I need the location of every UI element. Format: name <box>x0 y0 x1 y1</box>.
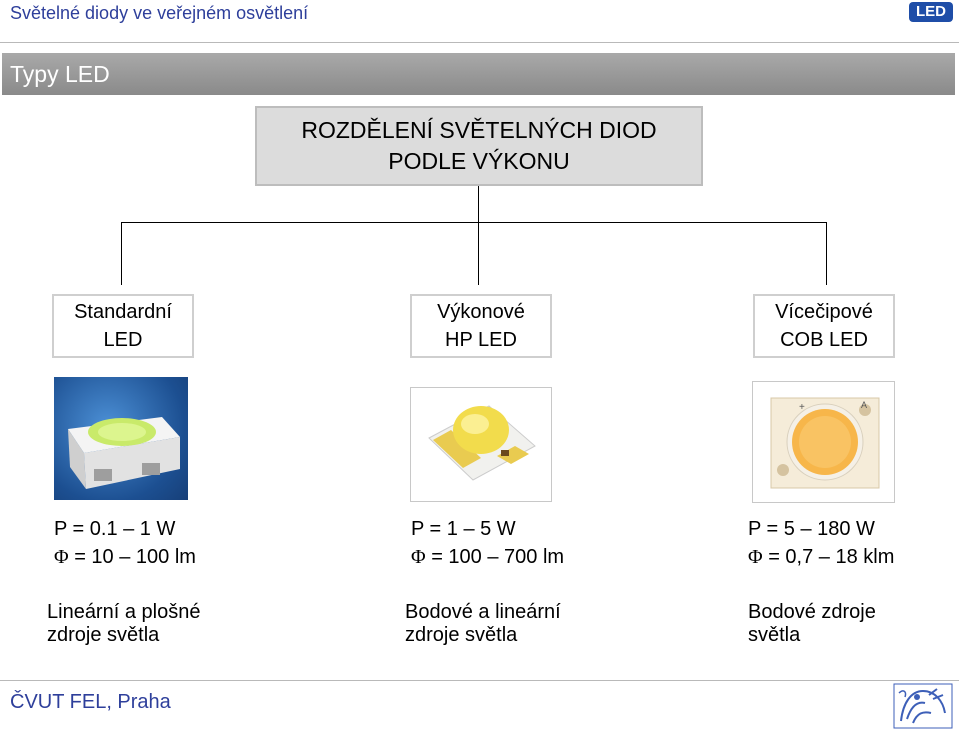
flux-spec-standard <box>54 546 196 569</box>
usage-desc-line-2: zdroje světla <box>405 624 518 646</box>
category-name-line-2: LED <box>103 329 143 351</box>
usage-desc-line-2: světla <box>748 624 801 646</box>
led-logo-badge: LED <box>909 2 953 22</box>
category-name-line-2: COB LED <box>780 329 868 351</box>
footer-divider <box>0 680 959 681</box>
high-power-led-photo <box>410 387 552 502</box>
tree-connector-horizontal <box>121 222 827 223</box>
cob-led-photo <box>752 381 895 503</box>
power-spec-standard: P = 0.1 – 1 W <box>54 518 176 540</box>
presentation-title: Světelné diody ve veřejném osvětlení <box>10 3 309 23</box>
usage-desc-hp <box>405 601 561 647</box>
category-box-hp-led <box>410 294 552 358</box>
flux-symbol: Φ <box>748 546 763 568</box>
tree-connector-middle <box>478 222 479 285</box>
usage-desc-standard <box>47 601 200 647</box>
usage-desc-line-1: Lineární a plošné <box>47 601 201 623</box>
usage-desc-line-1: Bodové zdroje <box>748 601 876 623</box>
category-name-line-1: Výkonové <box>437 301 525 323</box>
cvut-lion-logo-icon <box>893 683 953 729</box>
flux-spec-cob <box>748 546 894 569</box>
category-name-line-2: HP LED <box>445 329 517 351</box>
footer-institution: ČVUT FEL, Praha <box>10 691 171 713</box>
usage-desc-cob <box>748 601 876 647</box>
flux-value: = 100 – 700 lm <box>431 546 565 568</box>
tree-connector-trunk <box>478 186 479 222</box>
svg-text:+: + <box>799 402 805 413</box>
usage-desc-line-2: zdroje světla <box>47 624 160 646</box>
flux-symbol: Φ <box>411 546 426 568</box>
header-divider <box>0 42 959 43</box>
svg-text:A: A <box>861 400 868 410</box>
flux-symbol: Φ <box>54 546 69 568</box>
usage-desc-line-1: Bodové a lineární <box>405 601 561 623</box>
category-box-standard-led <box>52 294 194 358</box>
category-box-cob-led <box>753 294 895 358</box>
tree-connector-left <box>121 222 122 285</box>
standard-smd-led-photo <box>54 377 188 500</box>
flux-value: = 10 – 100 lm <box>74 546 196 568</box>
classification-root-box <box>255 106 703 186</box>
category-name-line-1: Standardní <box>74 301 172 323</box>
root-box-line-2: PODLE VÝKONU <box>388 148 570 174</box>
power-spec-cob: P = 5 – 180 W <box>748 518 875 540</box>
tree-connector-right <box>826 222 827 285</box>
section-title-bar <box>2 53 955 95</box>
flux-value: = 0,7 – 18 klm <box>768 546 895 568</box>
section-title: Typy LED <box>10 61 110 87</box>
flux-spec-hp <box>411 546 564 569</box>
category-name-line-1: Vícečipové <box>775 301 873 323</box>
power-spec-hp: P = 1 – 5 W <box>411 518 516 540</box>
root-box-line-1: ROZDĚLENÍ SVĚTELNÝCH DIOD <box>301 117 657 143</box>
